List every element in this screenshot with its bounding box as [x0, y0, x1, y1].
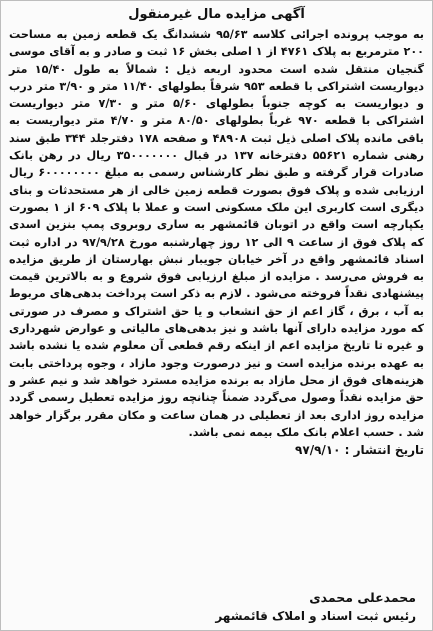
signature-block [215, 588, 416, 625]
signer-name: محمدعلی محمدی [309, 590, 416, 605]
publish-date-label: تاریخ انتشار : [344, 443, 424, 458]
notice-title: آگهی مزایده مال غیرمنقول [128, 7, 305, 22]
publish-date [9, 442, 424, 459]
publish-date-value: ۹۷/۹/۱۰ [295, 443, 341, 458]
signer-title: رئیس ثبت اسناد و املاک قائمشهر [215, 609, 416, 623]
notice-body: به موجب پرونده اجرائی کلاسه ۹۵/۶۳ ششدانگ یک قطعه زمین به مساحت ۲۰۰ مترمربع به پلاک ۴۷۶۱ از ۱ اصلی بخش ۱۶ ثبت و صادر و به آقای موسی گنجیان منتقل شده است محدود اربعه ذیل : شمالاً به طول ۱۵/۴۰ متر دیواریست اشتراکی با قطعه ۹۵۳ شرقاً بطولهای ۱۱/۴۰ متر و ۳/۹۰ متر درب و دیواریست به کوچه جنوباً بطولهای ۵/۶۰ متر و ۷/۳۰ متر دیواریست اشتراکی با قطعه ۹۷۰ غرباً بطولهای ۸۰/۵۰ متر و ۴/۷۰ متر دیواریست به باقی مانده پلاک اصلی ذیل ثبت ۴۸۹۰۸ و صفحه ۱۷۸ دفترجلد ۳۴۴ طبق سند رهنی شماره ۵۵۶۲۱ دفترخانه ۱۳۷ در قبال ۳۵۰۰۰۰۰۰۰ ریال در رهن بانک صادرات قرار گرفته و طبق نظر کارشناس رسمی به مبلغ ۶۰۰۰۰۰۰۰۰ ریال ارزیابی شده و پلاک فوق بصورت قطعه زمین خالی از هر مستحدثات و بنای دیگری است کاربری این ملک مسکونی است و عملا با پلاک ۶۰۹ از ۱ بصورت یکپارچه است واقع در اتوبان قائمشهر به ساری روبروی پمپ بنزین اسدی که پلاک فوق از ساعت ۹ الی ۱۲ روز چهارشنبه مورخ ۹۷/۹/۲۸ در اداره ثبت اسناد قائمشهر واقع در آخر خیابان جویبار نبش بهارستان از طریق مزایده به فروش می‌رسد . مزایده از مبلغ ارزیابی فوق شروع و به بالاترین قیمت پیشنهادی نقداً فروخته می‌شود . لازم به ذکر است پرداخت بدهی‌های مربوط به آب ، برق ، گاز اعم از حق انشعاب و یا حق اشتراک و مصرف در صورتی که مورد مزایده دارای آنها باشد و نیز بدهی‌های مالیاتی و عوارض شهرداری و غیره تا تاریخ مزایده اعم از اینکه رقم قطعی آن معلوم شده یا نشده باشد به عهده برنده مزایده است و نیز درصورت وجود مازاد ، وجوه پرداختی بابت هزینه‌های فوق از محل مازاد به برنده مزایده مسترد خواهد شد و نیم عشر و حق مزایده نقداً وصول می‌گردد ضمناً چنانچه روز مزایده تعطیل رسمی گردد مزایده روز اداری بعد از تعطیلی در همان ساعت و مکان مقرر برگزار خواهد شد . حسب اعلام بانک ملک بیمه نمی باشد. [9, 28, 425, 439]
